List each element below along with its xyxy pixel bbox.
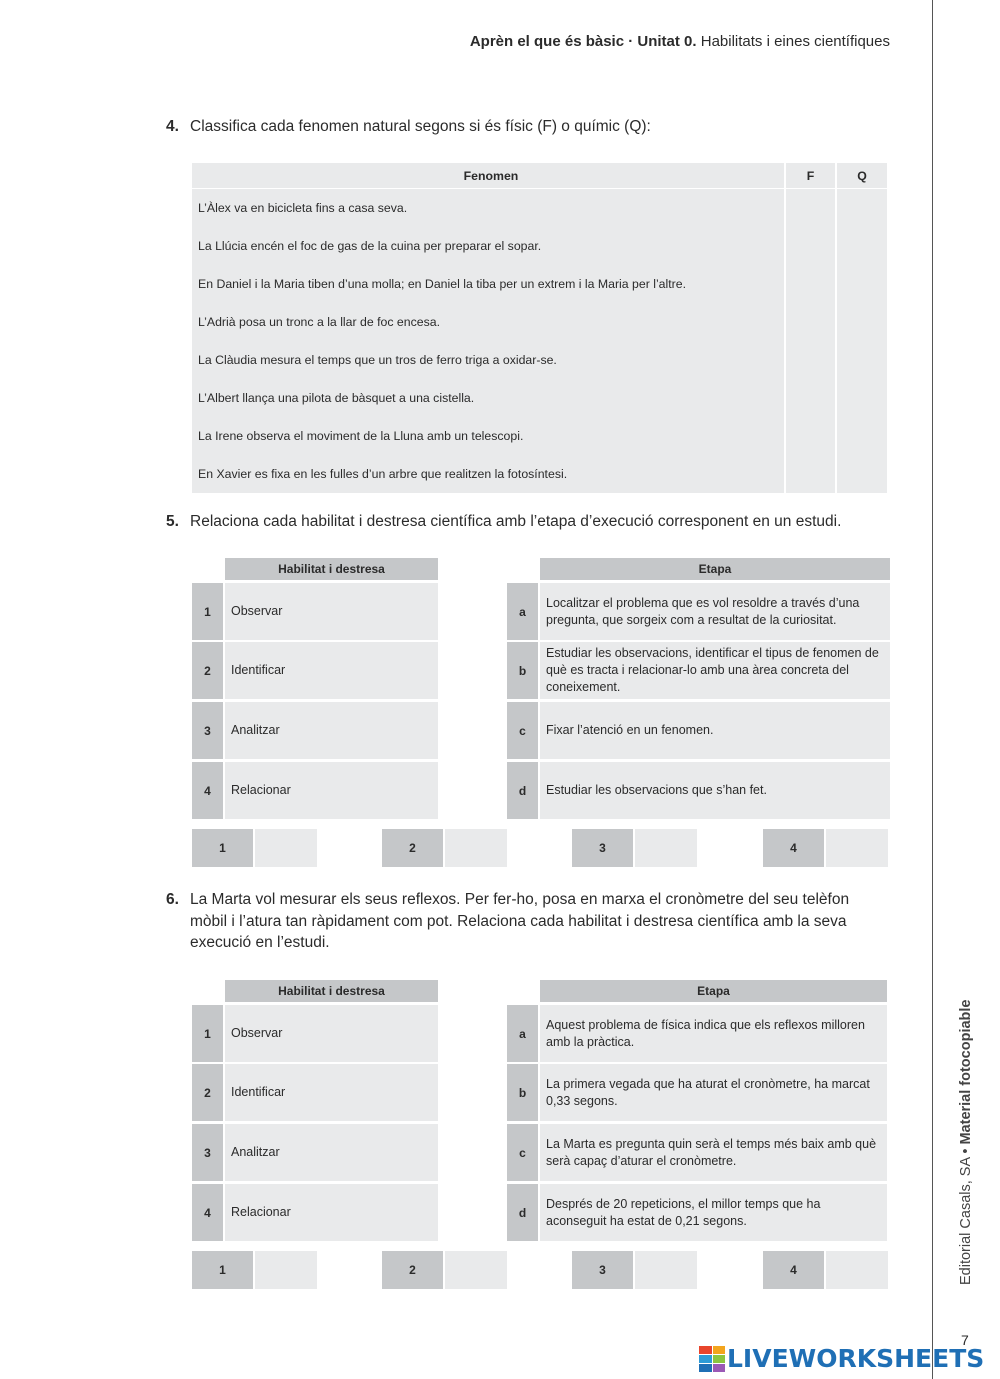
stage-row — [507, 1005, 887, 1062]
stage-text: La Marta es pregunta quin serà el temps més baix amb què serà capaç d’aturar el cronòmetre. — [540, 1124, 887, 1181]
answer-pair — [192, 1251, 317, 1289]
skill-row — [192, 1124, 438, 1181]
answer-cell-f[interactable] — [786, 417, 835, 455]
stage-letter: b — [507, 1064, 538, 1121]
stage-row — [507, 1064, 887, 1121]
phenomenon-text: L’Adrià posa un tronc a la llar de foc encesa. — [192, 303, 784, 341]
table-row — [192, 379, 887, 417]
stage-text: Estudiar les observacions que s’han fet. — [540, 762, 890, 819]
phenomena-table — [192, 163, 887, 493]
stage-letter: d — [507, 1184, 538, 1241]
answer-number: 1 — [192, 1251, 253, 1289]
logo-block — [713, 1346, 726, 1354]
skill-label: Observar — [225, 583, 438, 640]
stage-row — [507, 702, 890, 759]
question-text-line: La Marta vol mesurar els seus reflexos. Per fer-ho, posa en marxa el cronòmetre del seu telèfon — [190, 891, 850, 908]
table-row — [192, 227, 887, 265]
logo-block — [713, 1364, 726, 1372]
answer-input[interactable] — [826, 829, 888, 867]
question-number: 5. — [166, 513, 179, 530]
stage-text: Aquest problema de física indica que els reflexos milloren amb la pràctica. — [540, 1005, 887, 1062]
answer-cell-f[interactable] — [786, 265, 835, 303]
skill-number: 3 — [192, 1124, 223, 1181]
answer-input[interactable] — [826, 1251, 888, 1289]
skill-label: Analitzar — [225, 1124, 438, 1181]
phenomenon-text: L’Àlex va en bicicleta fins a casa seva. — [192, 189, 784, 227]
answer-number: 4 — [763, 1251, 824, 1289]
stage-header: Etapa — [540, 558, 890, 580]
answer-number: 1 — [192, 829, 253, 867]
stage-text: Fixar l’atenció en un fenomen. — [540, 702, 890, 759]
skill-row — [192, 762, 438, 819]
photocopy-note: Material fotocopiable — [958, 999, 974, 1145]
stage-letter: c — [507, 1124, 538, 1181]
skill-label: Relacionar — [225, 1184, 438, 1241]
skill-row — [192, 583, 438, 640]
header-topic: Habilitats i eines científiques — [696, 33, 890, 50]
answer-input[interactable] — [445, 829, 507, 867]
stage-row — [507, 642, 890, 699]
table-row — [192, 417, 887, 455]
answer-pair — [382, 1251, 507, 1289]
answer-cell-f[interactable] — [786, 379, 835, 417]
skill-row — [192, 1005, 438, 1062]
answer-cell-q[interactable] — [837, 189, 887, 227]
skill-number: 2 — [192, 642, 223, 699]
question-text: Classifica cada fenomen natural segons si és físic (F) o químic (Q): — [190, 118, 651, 135]
stage-text: La primera vegada que ha aturat el cronòmetre, ha marcat 0,33 segons. — [540, 1064, 887, 1121]
page-number: 7 — [961, 1332, 969, 1348]
answer-cell-q[interactable] — [837, 417, 887, 455]
stage-text: Localitzar el problema que es vol resoldre a través d’una pregunta, que sorgeix com a resultat de la curiositat. — [540, 583, 890, 640]
answer-cell-f[interactable] — [786, 303, 835, 341]
question-text: Relaciona cada habilitat i destresa científica amb l’etapa d’execució corresponent en un estudi. — [190, 513, 842, 530]
stage-letter: b — [507, 642, 538, 699]
column-header-f: F — [786, 163, 835, 188]
publisher-note — [958, 1000, 974, 1286]
skill-row — [192, 1064, 438, 1121]
answer-cell-f[interactable] — [786, 227, 835, 265]
answer-input[interactable] — [635, 1251, 697, 1289]
skill-number: 3 — [192, 702, 223, 759]
answer-input[interactable] — [635, 829, 697, 867]
skill-label: Relacionar — [225, 762, 438, 819]
table-row — [192, 189, 887, 227]
skill-number: 2 — [192, 1064, 223, 1121]
phenomenon-text: La Clàudia mesura el temps que un tros de ferro triga a oxidar-se. — [192, 341, 784, 379]
answer-number: 4 — [763, 829, 824, 867]
answer-cell-q[interactable] — [837, 303, 887, 341]
stage-row — [507, 762, 890, 819]
answer-input[interactable] — [445, 1251, 507, 1289]
table-row — [192, 265, 887, 303]
skill-number: 4 — [192, 1184, 223, 1241]
stage-text: Estudiar les observacions, identificar el tipus de fenomen de què es tracta i relacionar-lo amb una àrea concreta del coneixement. — [540, 642, 890, 699]
stage-letter: c — [507, 702, 538, 759]
logo-block — [699, 1346, 712, 1354]
answer-input[interactable] — [255, 829, 317, 867]
answer-pair — [572, 1251, 697, 1289]
answer-cell-q[interactable] — [837, 341, 887, 379]
question-5 — [166, 511, 886, 533]
table-row — [192, 455, 887, 493]
logo-blocks-icon — [699, 1346, 725, 1372]
logo-block — [699, 1355, 712, 1363]
liveworksheets-logo — [699, 1345, 984, 1373]
answer-pair — [763, 1251, 888, 1289]
phenomenon-text: En Daniel i la Maria tiben d’una molla; en Daniel la tiba per un extrem i la Maria per l’altre. — [192, 265, 784, 303]
stage-letter: a — [507, 1005, 538, 1062]
skill-row — [192, 702, 438, 759]
margin-line — [932, 0, 933, 1379]
column-header-fenomen: Fenomen — [192, 163, 784, 188]
page-header — [470, 33, 890, 50]
stage-header: Etapa — [540, 980, 887, 1002]
answer-cell-f[interactable] — [786, 189, 835, 227]
question-number: 4. — [166, 118, 179, 135]
column-header-q: Q — [837, 163, 887, 188]
answer-number: 3 — [572, 829, 633, 867]
answer-number: 2 — [382, 1251, 443, 1289]
skill-row — [192, 1184, 438, 1241]
publisher-name: Editorial Casals, SA • — [958, 1144, 974, 1285]
answer-cell-f[interactable] — [786, 455, 835, 493]
skill-header: Habilitat i destresa — [225, 558, 438, 580]
header-unit: Aprèn el que és bàsic · Unitat 0. — [469, 33, 697, 50]
question-4 — [166, 116, 886, 138]
logo-text: LIVEWORKSHEETS — [727, 1344, 985, 1373]
stage-row — [507, 1124, 887, 1181]
answer-pair — [763, 829, 888, 867]
skill-number: 4 — [192, 762, 223, 819]
phenomenon-text: L’Albert llança una pilota de bàsquet a una cistella. — [192, 379, 784, 417]
skill-label: Analitzar — [225, 702, 438, 759]
answer-input[interactable] — [255, 1251, 317, 1289]
answer-pair — [382, 829, 507, 867]
answer-cell-q[interactable] — [837, 227, 887, 265]
skill-label: Identificar — [225, 1064, 438, 1121]
table-header — [192, 163, 887, 188]
stage-letter: a — [507, 583, 538, 640]
answer-pair — [572, 829, 697, 867]
stage-text: Després de 20 repeticions, el millor temps que ha aconseguit ha estat de 0,21 segons. — [540, 1184, 887, 1241]
logo-block — [713, 1355, 726, 1363]
phenomenon-text: La Irene observa el moviment de la Lluna amb un telescopi. — [192, 417, 784, 455]
skill-label: Observar — [225, 1005, 438, 1062]
skill-number: 1 — [192, 583, 223, 640]
question-number: 6. — [166, 891, 179, 908]
answer-cell-q[interactable] — [837, 379, 887, 417]
stage-row — [507, 583, 890, 640]
answer-number: 3 — [572, 1251, 633, 1289]
question-text-line: execució en l’estudi. — [190, 934, 330, 951]
answer-cell-f[interactable] — [786, 341, 835, 379]
question-text-line: mòbil i l’atura tan ràpidament com pot. Relaciona cada habilitat i destresa científica amb la seva — [190, 912, 847, 930]
stage-row — [507, 1184, 887, 1241]
skill-header: Habilitat i destresa — [225, 980, 438, 1002]
table-row — [192, 341, 887, 379]
phenomenon-text: La Llúcia encén el foc de gas de la cuina per preparar el sopar. — [192, 227, 784, 265]
question-6 — [166, 889, 890, 955]
skill-label: Identificar — [225, 642, 438, 699]
logo-block — [699, 1364, 712, 1372]
stage-letter: d — [507, 762, 538, 819]
answer-pair — [192, 829, 317, 867]
table-row — [192, 303, 887, 341]
skill-row — [192, 642, 438, 699]
answer-number: 2 — [382, 829, 443, 867]
answer-cell-q[interactable] — [837, 265, 887, 303]
phenomenon-text: En Xavier es fixa en les fulles d’un arbre que realitzen la fotosíntesi. — [192, 455, 784, 493]
skill-number: 1 — [192, 1005, 223, 1062]
answer-cell-q[interactable] — [837, 455, 887, 493]
